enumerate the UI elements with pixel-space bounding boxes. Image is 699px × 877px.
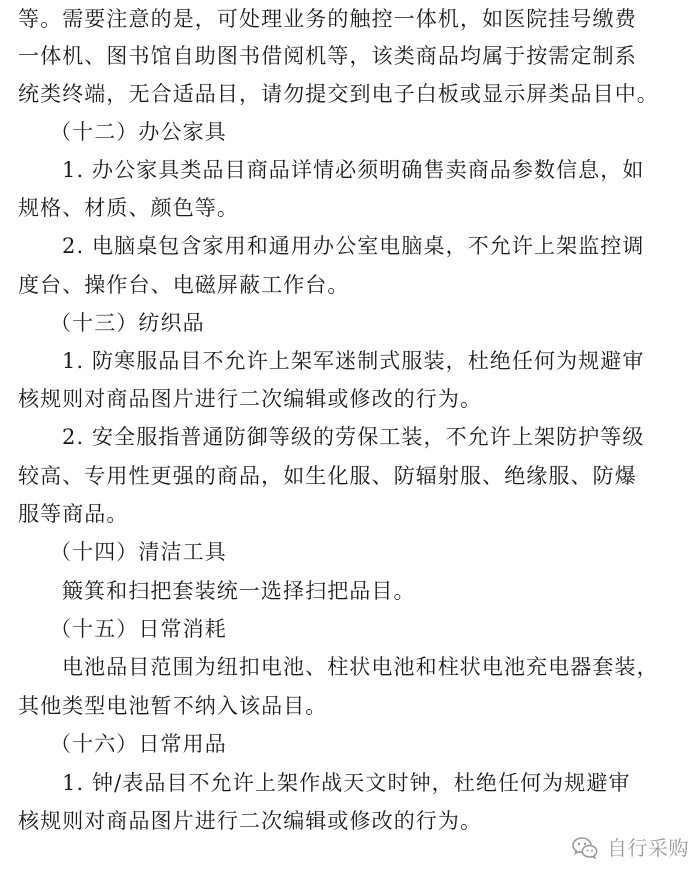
text-line: 2. 安全服指普通防御等级的劳保工装，不允许上架防护等级: [62, 425, 645, 449]
watermark: [567, 830, 693, 863]
section-heading: （十六）日常用品: [50, 732, 227, 756]
text-line: 一体机、图书馆自助图书借阅机等，该类商品均属于按需定制系: [18, 44, 637, 68]
text-line: 电池品目范围为纽扣电池、柱状电池和柱状电池充电器套装，: [62, 655, 659, 679]
wechat-chat-icon: [571, 835, 599, 859]
text-line: 规格、材质、颜色等。: [18, 196, 239, 220]
text-line: 核规则对商品图片进行二次编辑或修改的行为。: [18, 387, 483, 411]
text-line: 1. 防寒服品目不允许上架军迷制式服装，杜绝任何为规避审: [62, 349, 645, 373]
section-heading: （十五）日常消耗: [50, 617, 227, 641]
text-line: 簸箕和扫把套装统一选择扫把品目。: [62, 579, 416, 603]
text-line: 等。需要注意的是，可处理业务的触控一体机，如医院挂号缴费: [18, 7, 637, 31]
text-line: 1. 钟/表品目不允许上架作战天文时钟，杜绝任何为规避审: [62, 771, 631, 795]
section-heading: （十二）办公家具: [50, 120, 227, 144]
text-line: 较高、专用性更强的商品，如生化服、防辐射服、绝缘服、防爆: [18, 464, 637, 488]
watermark-text: 自行采购: [607, 836, 689, 860]
text-line: 服等商品。: [18, 502, 129, 526]
text-line: 1. 办公家具类品目商品详情必须明确售卖商品参数信息，如: [62, 158, 645, 182]
section-heading: （十三）纺织品: [50, 311, 205, 335]
text-line: 核规则对商品图片进行二次编辑或修改的行为。: [18, 809, 483, 833]
text-line: 度台、操作台、电磁屏蔽工作台。: [18, 273, 350, 297]
section-heading: （十四）清洁工具: [50, 540, 227, 564]
text-line: 2. 电脑桌包含家用和通用办公室电脑桌，不允许上架监控调: [62, 234, 645, 258]
text-line: 统类终端，无合适品目，请勿提交到电子白板或显示屏类品目中。: [18, 82, 659, 106]
text-line: 其他类型电池暂不纳入该品目。: [18, 694, 328, 718]
